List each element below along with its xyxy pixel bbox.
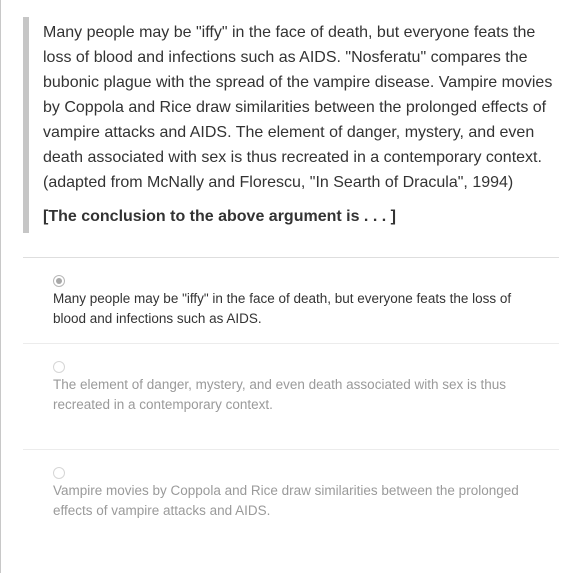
radio-button-selected[interactable] [53, 275, 65, 287]
divider [23, 257, 559, 258]
answer-option-label: Vampire movies by Coppola and Rice draw similarities between the prolonged effects of vampire attacks and AIDS. [53, 483, 519, 518]
question-prompt: [The conclusion to the above argument is . . . ] [43, 208, 396, 225]
answer-option-2[interactable] [23, 358, 559, 448]
answer-option-label: The element of danger, mystery, and even death associated with sex is thus recreated in a contemporary context. [53, 377, 507, 412]
divider [23, 449, 559, 450]
passage-text: Many people may be "iffy" in the face of death, but everyone feats the loss of blood and infections such as AIDS. "Nosferatu" compares the bubonic plague with the spread of the vampire disease. Vampire movies by Coppola and Rice draw similarities between the prolonged effects of vampire attacks and AIDS. The element of danger, mystery, and even death associated with sex is thus recreated in a contemporary context. (adapted from McNally and Florescu, "In Searth of Dracula", 1994) [43, 24, 553, 191]
divider [23, 343, 559, 344]
radio-button[interactable] [53, 361, 65, 373]
answer-option-1[interactable] [23, 272, 559, 342]
answer-option-3[interactable] [23, 464, 559, 544]
passage-blockquote [23, 17, 561, 233]
answer-option-label: Many people may be "iffy" in the face of death, but everyone feats the loss of blood and infections such as AIDS. [53, 291, 512, 326]
radio-button[interactable] [53, 467, 65, 479]
